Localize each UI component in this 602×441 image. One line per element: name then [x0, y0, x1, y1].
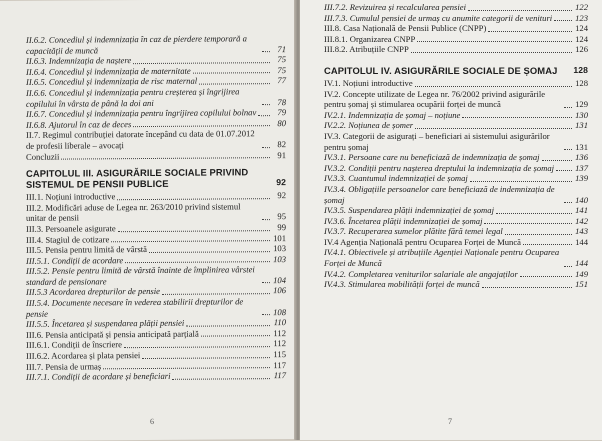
- toc-leader-dots: [564, 202, 572, 203]
- toc-entry: [324, 13, 588, 24]
- toc-entry-title: III.2. Modificări aduse de Legea nr. 263/2010 privind sistemul unitar de pensii: [26, 201, 241, 224]
- toc-entry: [324, 44, 588, 55]
- toc-leader-dots: [564, 107, 572, 108]
- toc-leader-dots: [258, 115, 270, 116]
- toc-leader-dots: [133, 125, 270, 127]
- toc-entry: [26, 150, 286, 162]
- toc-entry-title: III.5.2. Pensie pentru limită de vârstă înainte de împlinirea vârstei standard de pensionare: [26, 264, 255, 287]
- toc-entry: [324, 163, 588, 174]
- toc-entry: [26, 33, 286, 56]
- toc-leader-dots: [262, 314, 270, 315]
- toc-entry-page: 75: [277, 54, 286, 65]
- toc-entry: [324, 279, 588, 290]
- toc-entry-page: 122: [575, 2, 588, 12]
- toc-entry-title: III.4. Stagiul de cotizare: [26, 233, 110, 245]
- toc-entry: [26, 86, 286, 109]
- toc-entry-title: III.5. Pensia pentru limită de vârstă: [26, 244, 147, 255]
- toc-leader-dots: [520, 276, 572, 277]
- toc-entry: [324, 120, 588, 131]
- toc-entry-title: IV.3. Categorii de asigurați – beneficiari ai sistemului asigurărilor pentru șomaj: [324, 130, 550, 152]
- toc-entry-title: III.5.3 Acordarea drepturilor de pensie: [26, 286, 160, 298]
- toc-entry-page: 151: [575, 279, 588, 290]
- toc-entry-title: IV.4.3. Stimularea mobilității forței de muncă: [324, 279, 480, 290]
- toc-entry-page: 123: [575, 12, 588, 23]
- chapter-3-title: CAPITOLUL III. ASIGURĂRILE SOCIALE PRIVIND SISTEMUL DE PENSII PUBLICE: [26, 166, 249, 190]
- toc-leader-dots: [542, 160, 572, 161]
- toc-entry-title: II.6.6. Concediul și indemnizația pentru creșterea și îngrijirea copilului în vârsta de până la doi ani: [26, 86, 240, 109]
- toc-entry: [26, 107, 286, 119]
- toc-leader-dots: [142, 357, 270, 359]
- right-toc-section-a: [324, 2, 588, 55]
- toc-entry-title: II.6.2. Concediul și indemnizația în caz de pierdere temporară a capacității de muncă: [26, 33, 247, 56]
- toc-entry-title: IV.2. Concepte utilizate de Legea nr. 76/2002 privind asigurările pentru șomaj și stimularea ocupării forței de muncă: [324, 88, 546, 110]
- toc-leader-dots: [262, 104, 270, 105]
- toc-entry: [324, 2, 588, 13]
- toc-entry-page: 139: [575, 173, 588, 184]
- toc-entry-title: IV.3.5. Suspendarea plății indemnizației de șomaj: [324, 205, 494, 216]
- toc-entry-page: 71: [277, 43, 286, 54]
- toc-entry-title: IV.3.2. Condiții pentru nașterea dreptului la indemnizația de șomaj: [324, 162, 555, 173]
- toc-entry-page: 103: [273, 253, 286, 264]
- toc-leader-dots: [193, 73, 270, 75]
- toc-leader-dots: [262, 219, 270, 220]
- chapter-4-heading: [324, 65, 588, 76]
- toc-leader-dots: [199, 83, 270, 84]
- toc-entry: [324, 247, 588, 268]
- toc-entry-page: 142: [575, 215, 588, 226]
- toc-entry: [324, 23, 588, 34]
- toc-leader-dots: [149, 251, 270, 253]
- toc-entry-page: 80: [277, 117, 286, 128]
- toc-entry-title: III.5.5. Încetarea și suspendarea plății pensiei: [26, 317, 185, 330]
- toc-leader-dots: [462, 117, 572, 118]
- toc-entry-title: IV.1. Noțiuni introductive: [324, 77, 413, 88]
- toc-leader-dots: [124, 346, 270, 348]
- toc-entry-page: 128: [575, 77, 588, 88]
- toc-leader-dots: [523, 244, 572, 245]
- left-page: [0, 0, 296, 441]
- toc-entry: [324, 78, 588, 89]
- toc-entry-title: III.3. Persoanele asigurate: [26, 223, 116, 234]
- toc-entry-page: 91: [277, 149, 286, 160]
- toc-entry-title: III.6.2. Acordarea și plata pensiei: [26, 350, 141, 361]
- toc-entry-page: 99: [277, 221, 286, 233]
- toc-leader-dots: [262, 51, 270, 52]
- right-toc-section-b: [324, 78, 588, 290]
- toc-entry-page: 115: [273, 349, 286, 360]
- left-toc-section-b: [26, 190, 286, 383]
- toc-entry-page: 124: [575, 33, 588, 44]
- toc-entry-title: II.6.3. Indemnizația de naștere: [26, 55, 132, 67]
- toc-entry-title: III.8. Casa Națională de Pensii Publice (CNPP): [324, 23, 487, 34]
- toc-entry-title: II.6.4. Concediul și indemnizația de maternitate: [26, 65, 191, 77]
- toc-entry-page: 79: [277, 107, 286, 118]
- toc-entry-page: 149: [575, 268, 588, 279]
- toc-leader-dots: [262, 147, 270, 148]
- toc-entry-title: IV.3.7. Recuperarea sumelor plătite fără temei legal: [324, 226, 503, 237]
- toc-leader-dots: [415, 128, 572, 129]
- toc-entry-page: 101: [273, 232, 286, 243]
- toc-entry-title: II.6.5. Concediul și indemnizația de risc maternal: [26, 76, 198, 88]
- toc-entry-page: 130: [575, 109, 588, 120]
- toc-entry-page: 112: [273, 327, 286, 338]
- left-toc-section-a: [26, 33, 286, 162]
- toc-entry: [324, 34, 588, 45]
- toc-entry-title: IV.3.4. Obligațiile persoanelor care beneficiază de indemnizația de șomaj: [324, 183, 555, 205]
- toc-entry-page: 110: [273, 317, 286, 328]
- toc-entry-page: 129: [575, 99, 588, 110]
- toc-leader-dots: [484, 223, 572, 224]
- toc-entry-page: 144: [575, 236, 588, 247]
- toc-leader-dots: [186, 325, 270, 327]
- toc-leader-dots: [172, 378, 270, 380]
- toc-entry-page: 137: [575, 162, 588, 173]
- toc-entry-title: III.7.3. Cumulul pensiei de urmaș cu anumite categorii de venituri: [324, 12, 553, 23]
- toc-entry-page: 82: [277, 138, 286, 150]
- toc-leader-dots: [111, 240, 270, 242]
- toc-entry-page: 131: [575, 120, 588, 131]
- toc-entry-title: IV.4 Agenția Națională pentru Ocuparea Forței de Muncă: [324, 236, 521, 247]
- right-page: [300, 0, 602, 440]
- toc-entry-title: III.7. Pensia de urmaș: [26, 360, 102, 372]
- toc-entry-page: 104: [273, 274, 286, 286]
- toc-entry-page: 117: [273, 370, 286, 381]
- toc-entry-page: 78: [277, 96, 286, 107]
- toc-entry-title: III.1. Noțiuni introductive: [26, 191, 116, 202]
- chapter-4-page: 128: [573, 64, 588, 75]
- toc-leader-dots: [468, 10, 572, 11]
- toc-leader-dots: [564, 149, 572, 150]
- toc-entry: [324, 110, 588, 121]
- toc-entry-page: 103: [273, 243, 286, 254]
- toc-entry-page: 144: [575, 258, 588, 269]
- toc-leader-dots: [117, 198, 270, 200]
- toc-leader-dots: [201, 336, 270, 337]
- toc-entry: [324, 152, 588, 163]
- toc-leader-dots: [488, 31, 572, 32]
- toc-leader-dots: [505, 234, 572, 235]
- toc-entry-title: IV.3.1. Persoane care nu beneficiază de indemnizația de șomaj: [324, 152, 540, 163]
- chapter-3-page: 92: [276, 177, 286, 188]
- toc-entry: [324, 216, 588, 227]
- toc-entry: [324, 269, 588, 280]
- toc-leader-dots: [162, 293, 270, 295]
- toc-entry-page: 131: [575, 141, 588, 152]
- toc-entry-page: 75: [277, 64, 286, 75]
- toc-leader-dots: [133, 62, 270, 64]
- toc-entry: [324, 237, 588, 248]
- toc-entry: [324, 89, 588, 110]
- toc-entry: [324, 205, 588, 216]
- toc-leader-dots: [125, 261, 270, 263]
- toc-entry-title: IV.3.3. Cuantumul indemnizației de șomaj: [324, 173, 468, 184]
- toc-leader-dots: [564, 266, 572, 267]
- toc-entry-title: III.7.2. Revizuirea și recalcularea pensiei: [324, 2, 466, 12]
- toc-entry-page: 136: [575, 152, 588, 163]
- toc-entry-page: 117: [273, 359, 286, 370]
- toc-entry-page: 77: [277, 75, 286, 86]
- toc-entry: [324, 131, 588, 152]
- toc-entry-page: 108: [273, 306, 286, 317]
- toc-entry-title: III.5.1. Condiții de acordare: [26, 254, 124, 266]
- left-page-number: 6: [150, 416, 154, 426]
- toc-entry-page: 124: [575, 23, 588, 34]
- chapter-4-title: CAPITOLUL IV. ASIGURĂRILE SOCIALE DE ȘOMAJ: [324, 64, 558, 76]
- toc-entry-page: 106: [273, 285, 286, 296]
- toc-entry-title: III.8.1. Organizarea CNPP: [324, 33, 416, 44]
- toc-entry-title: II.6.8. Ajutorul în caz de deces: [26, 118, 132, 130]
- toc-entry-page: 112: [273, 338, 286, 349]
- toc-entry-page: 126: [575, 44, 588, 55]
- toc-leader-dots: [61, 157, 270, 159]
- toc-entry: [26, 128, 286, 151]
- toc-entry: [324, 173, 588, 184]
- toc-entry-title: III.8.2. Atribuțiile CNPP: [324, 44, 409, 55]
- toc-entry-title: III.5.4. Documente necesare în vederea stabilirii drepturilor de pensie: [26, 296, 244, 319]
- toc-leader-dots: [415, 86, 572, 87]
- toc-leader-dots: [470, 181, 572, 182]
- toc-entry: [26, 264, 286, 287]
- toc-entry-title: III.6. Pensia anticipată și pensia anticipată parțială: [26, 328, 199, 340]
- toc-entry: [26, 296, 286, 319]
- toc-leader-dots: [417, 41, 572, 42]
- toc-entry-page: 95: [277, 211, 286, 222]
- toc-entry-title: IV.2.1. Indemnizația de șomaj – noțiune: [324, 109, 461, 120]
- toc-entry-title: IV.3.6. Încetarea plății indemnizației de șomaj: [324, 215, 483, 226]
- toc-entry-title: II.7. Regimul contribuției datorate începând cu data de 01.07.2012 de profesii liberale – avocați: [26, 128, 255, 151]
- toc-leader-dots: [411, 52, 572, 53]
- toc-leader-dots: [118, 230, 270, 232]
- toc-leader-dots: [496, 213, 572, 214]
- toc-leader-dots: [262, 283, 270, 284]
- chapter-3-heading: [26, 166, 286, 190]
- toc-entry: [324, 226, 588, 237]
- toc-entry: [26, 370, 286, 382]
- toc-leader-dots: [103, 367, 270, 369]
- toc-entry-title: Concluzii: [26, 151, 60, 162]
- toc-leader-dots: [556, 170, 572, 171]
- toc-entry-title: IV.4.1. Obiectivele și atribuțiile Agenției Naționale pentru Ocuparea Forței de Muncă: [324, 247, 560, 269]
- toc-entry-page: 143: [575, 226, 588, 237]
- toc-leader-dots: [482, 287, 572, 288]
- toc-entry-title: III.6.1. Condiții de înscriere: [26, 339, 122, 351]
- toc-entry: [324, 184, 588, 205]
- toc-entry-title: III.7.1. Condiții de acordare și beneficiari: [26, 371, 171, 383]
- toc-entry-title: II.6.7. Concediul și indemnizația pentru îngrijirea copilului bolnav: [26, 107, 257, 120]
- toc-entry-page: 140: [575, 194, 588, 205]
- toc-entry: [26, 201, 286, 224]
- toc-entry-title: IV.4.2. Completarea veniturilor salariale ale angajaților: [324, 268, 518, 279]
- toc-entry-title: IV.2.2. Noțiunea de șomer: [324, 120, 414, 131]
- toc-entry-page: 141: [575, 205, 588, 216]
- toc-entry-page: 92: [277, 190, 286, 201]
- toc-leader-dots: [554, 20, 572, 21]
- right-page-number: 7: [448, 417, 452, 426]
